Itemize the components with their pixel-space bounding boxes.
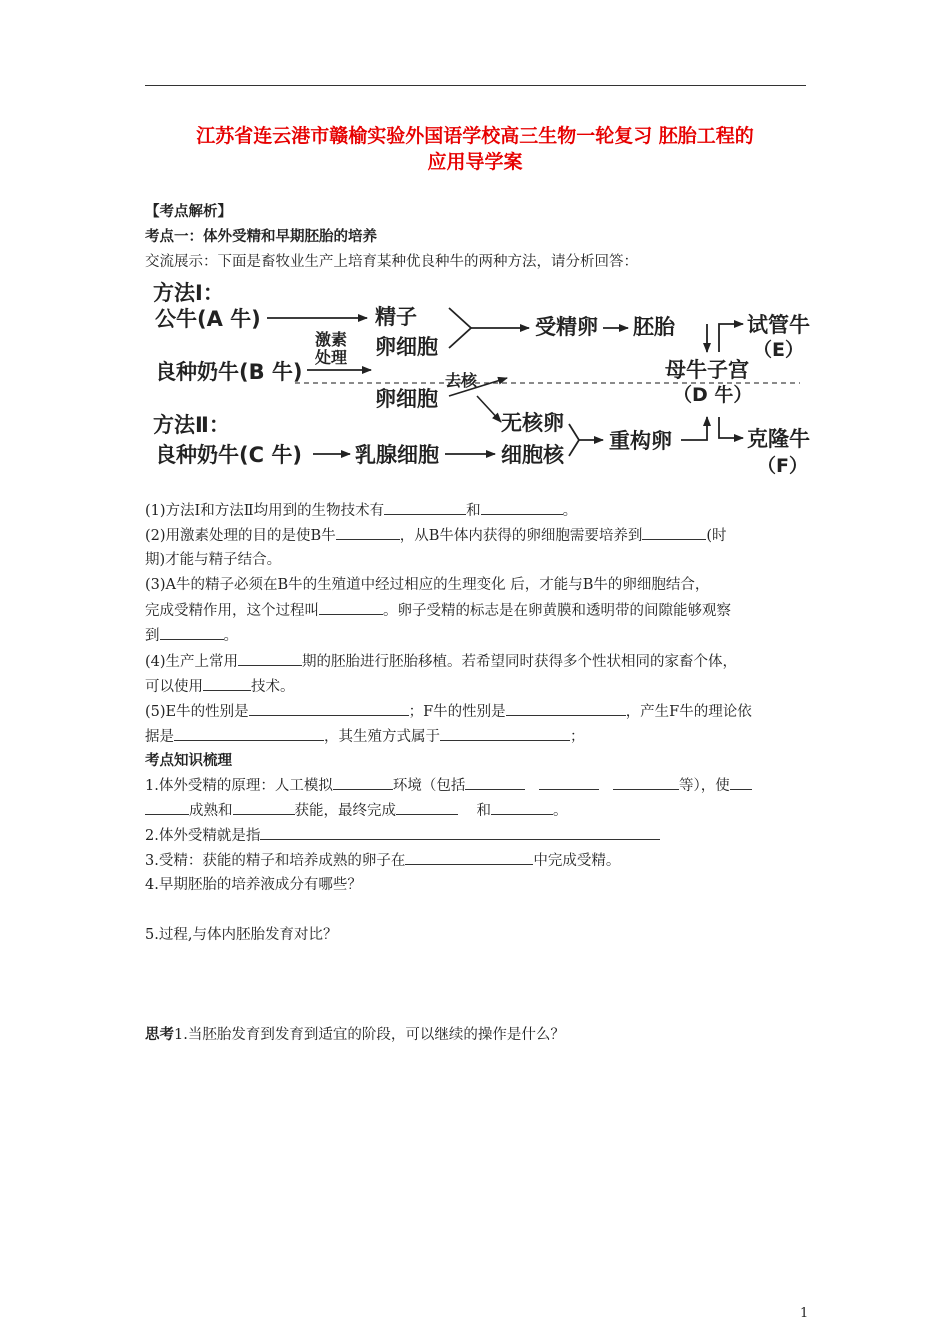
doc-title-line2: 应用导学案 — [427, 151, 523, 173]
fertilized-egg-label: 受精卵 — [535, 315, 598, 339]
blank[interactable] — [539, 775, 599, 790]
blank[interactable] — [160, 625, 224, 640]
blank[interactable] — [465, 775, 525, 790]
knowledge-5: 5.过程,与体内胚胎发育对比？ — [145, 927, 338, 943]
knowledge-2: 2.体外受精就是指 — [145, 825, 660, 846]
blank[interactable] — [319, 600, 383, 615]
blank[interactable] — [233, 800, 295, 815]
blank[interactable] — [174, 726, 324, 741]
arrow-to-test-tube — [719, 324, 743, 352]
header-rule — [145, 85, 806, 86]
test-tube-cow-label: 试管牛 — [747, 313, 810, 337]
method1-label: 方法Ⅰ： — [153, 281, 224, 305]
blank[interactable] — [642, 525, 706, 540]
label-e: （E） — [753, 339, 804, 361]
mammary-cell-label: 乳腺细胞 — [355, 443, 439, 467]
question-4-cont: 可以使用 技术。 — [145, 676, 295, 697]
hormone-label-2: 处理 — [315, 348, 348, 367]
remove-nucleus-label: 去核 — [445, 371, 478, 390]
question-5-cont: 据是 ，其生殖方式属于 ； — [145, 726, 585, 747]
merge-bracket — [449, 308, 471, 348]
blank[interactable] — [238, 651, 302, 666]
blank[interactable] — [203, 676, 251, 691]
bull-a-label: 公牛(A 牛) — [155, 307, 261, 331]
knowledge-1: 1.体外受精的原理：人工模拟 环境（包括 等），使 — [145, 775, 752, 796]
cloned-cow-label: 克隆牛 — [747, 427, 810, 451]
egg-cell-label-1: 卵细胞 — [375, 335, 438, 359]
arrow-to-uterus-and-clone — [681, 417, 707, 440]
merge-bracket-2 — [569, 424, 579, 456]
method2-label: 方法Ⅱ： — [153, 413, 230, 437]
blank[interactable] — [613, 775, 679, 790]
knowledge-1-cont: 成熟和 获能，最终完成 和 。 — [145, 800, 567, 821]
label-f: （F） — [757, 455, 808, 477]
question-2-cont: 期)才能与精子结合。 — [145, 552, 282, 568]
blank[interactable] — [491, 800, 553, 815]
knowledge-4: 4.早期胚胎的培养液成分有哪些？ — [145, 877, 362, 893]
arrow-to-clone — [719, 417, 743, 438]
page-number: 1 — [800, 1306, 809, 1321]
cow-b-label: 良种奶牛(B 牛) — [155, 360, 303, 384]
question-4: (4)生产上常用 期的胚胎进行胚胎移植。若希望同时获得多个性状相同的家畜个体， — [145, 651, 737, 672]
knowledge-3: 3.受精：获能的精子和培养成熟的卵子在 中完成受精。 — [145, 850, 620, 871]
blank[interactable] — [333, 775, 393, 790]
blank[interactable] — [440, 726, 570, 741]
section-header: 【考点解析】 — [145, 203, 232, 220]
blank[interactable] — [730, 775, 752, 790]
question-1: (1)方法Ⅰ和方法Ⅱ均用到的生物技术有 和 。 — [145, 500, 577, 521]
blank[interactable] — [145, 800, 189, 815]
cow-c-label: 良种奶牛(C 牛) — [155, 443, 302, 467]
cell-nucleus-label: 细胞核 — [501, 443, 564, 467]
blank[interactable] — [384, 500, 466, 515]
intro-text: 交流展示：下面是畜牧业生产上培育某种优良种牛的两种方法，请分析回答： — [145, 254, 638, 270]
knowledge-header: 考点知识梳理 — [145, 752, 232, 769]
reconstructed-egg-label: 重构卵 — [609, 429, 672, 453]
arrow-down-right — [477, 396, 501, 422]
blank[interactable] — [481, 500, 563, 515]
blank[interactable] — [405, 850, 533, 865]
embryo-label: 胚胎 — [633, 315, 675, 339]
question-5: (5)E牛的性别是 ；F牛的性别是 ，产生F牛的理论依 — [145, 701, 752, 722]
question-2: (2)用激素处理的目的是使B牛 ，从B牛体内获得的卵细胞需要培养到 (时 — [145, 525, 727, 546]
mother-uterus-label: 母牛子宫 — [665, 358, 749, 382]
question-3-cont: 完成受精作用，这个过程叫 。卵子受精的标志是在卵黄膜和透明带的间隙能够观察 — [145, 600, 731, 621]
label-d: （D 牛） — [673, 384, 753, 406]
blank[interactable] — [396, 800, 458, 815]
point1-title: 考点一：体外受精和早期胚胎的培养 — [145, 228, 377, 245]
egg-cell-label-2: 卵细胞 — [375, 387, 438, 411]
blank[interactable] — [506, 701, 626, 716]
hormone-label-1: 激素 — [315, 330, 348, 349]
question-3-end: 到 。 — [145, 625, 238, 646]
blank[interactable] — [336, 525, 400, 540]
enucleated-egg-label: 无核卵 — [501, 411, 564, 435]
sperm-label: 精子 — [375, 305, 417, 329]
question-3: (3)A牛的精子必须在B牛的生殖道中经过相应的生理变化 后，才能与B牛的卵细胞结合， — [145, 577, 710, 593]
blank[interactable] — [249, 701, 409, 716]
think-question: 思考1.当胚胎发育到发育到适宜的阶段，可以继续的操作是什么？ — [145, 1026, 565, 1043]
breeding-flow-diagram — [145, 272, 825, 487]
doc-title-line1: 江苏省连云港市赣榆实验外国语学校高三生物一轮复习 胚胎工程的 — [196, 125, 754, 147]
blank[interactable] — [260, 825, 660, 840]
